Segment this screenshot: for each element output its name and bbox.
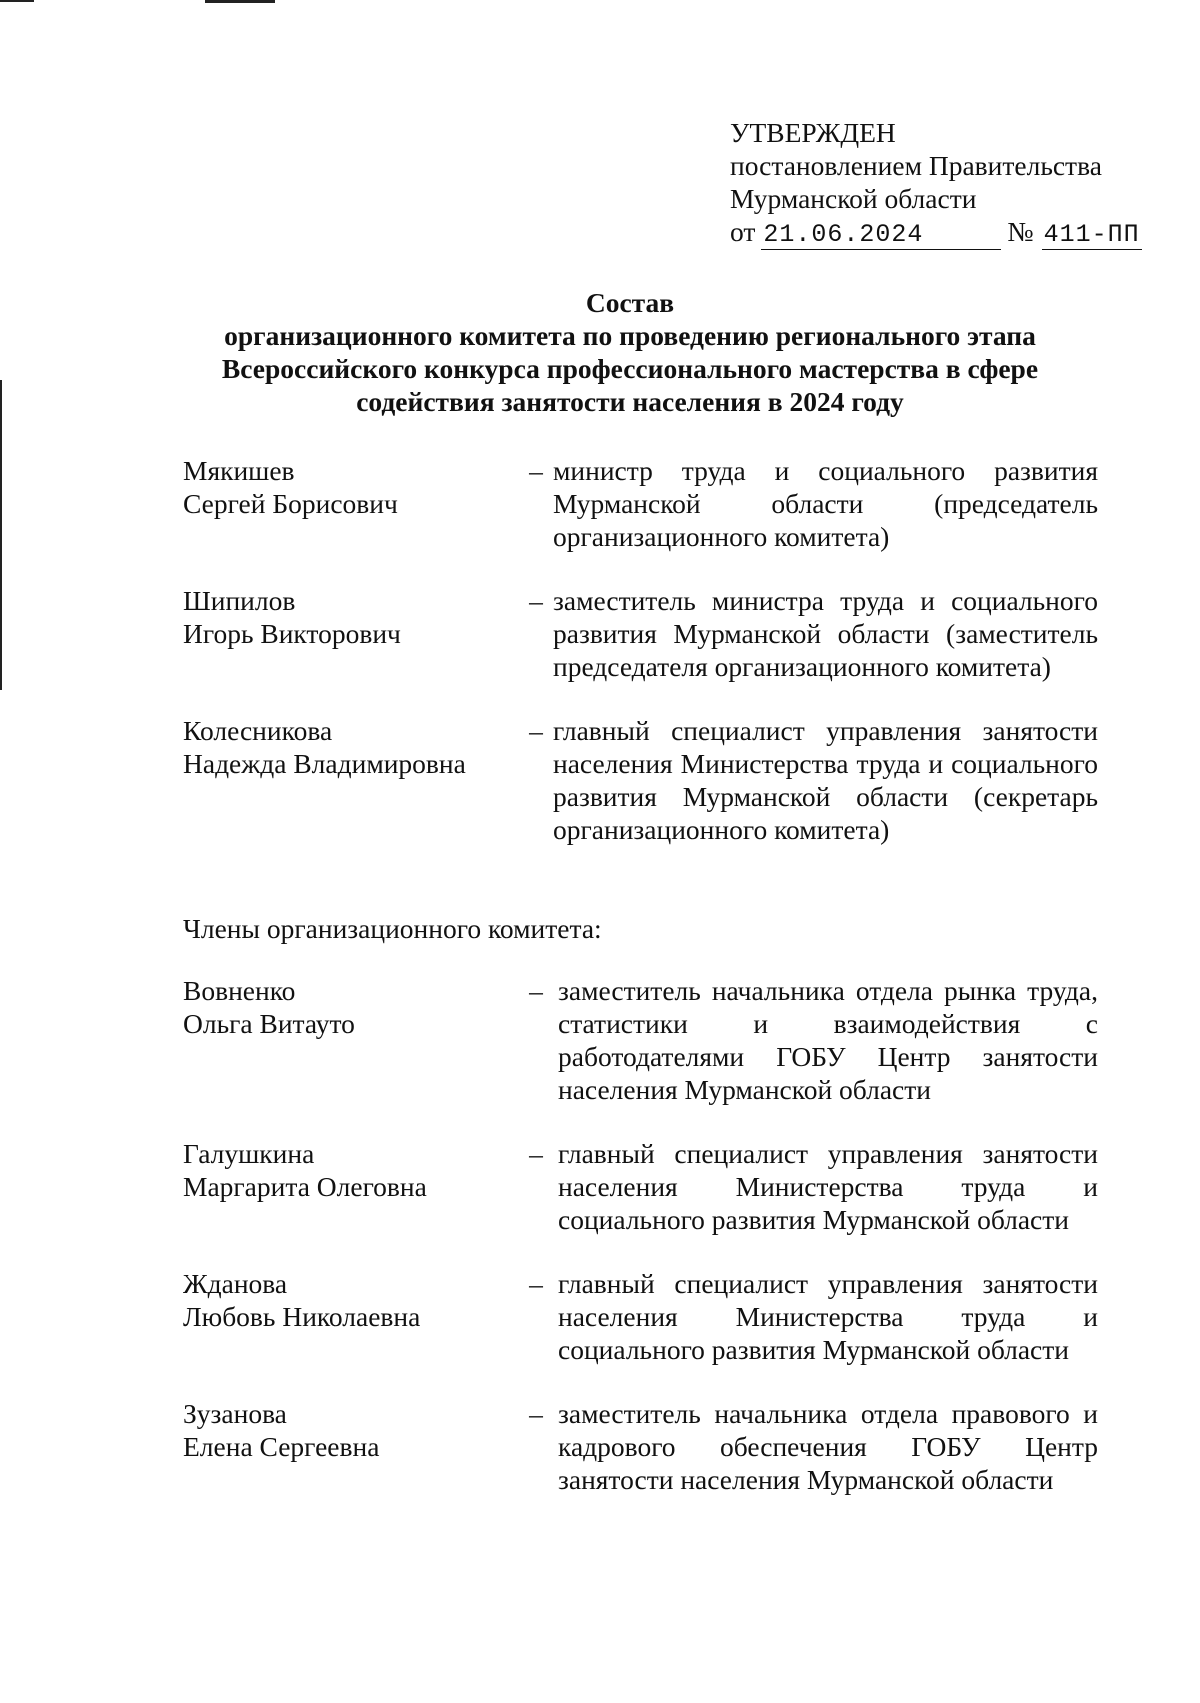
- person-role: главный специалист управления занятости населения Министерства труда и социального развития Мурманской области (секретарь организационного комитета): [553, 715, 1098, 845]
- title-line-2: Всероссийского конкурса профессионального мастерства в сфере: [221, 353, 1039, 384]
- person-surname: Колесникова: [183, 715, 333, 746]
- scan-edge-mark-top-left: [0, 0, 34, 2]
- person-surname: Галушкина: [183, 1138, 315, 1169]
- person-surname: Шипилов: [183, 585, 296, 616]
- person-name: [183, 1137, 513, 1203]
- date-prefix: от: [730, 216, 756, 247]
- approval-date-line: [730, 215, 1160, 250]
- person-name: [183, 584, 513, 650]
- separator-dash: –: [529, 975, 543, 1006]
- approval-line-2: Мурманской области: [730, 183, 977, 214]
- approval-line-1: постановлением Правительства: [730, 150, 1102, 181]
- person-given-name: Надежда Владимировна: [183, 748, 466, 779]
- person-name: [183, 454, 513, 520]
- approval-status: УТВЕРЖДЕН: [730, 117, 896, 148]
- person-surname: Жданова: [183, 1268, 288, 1299]
- number-value: 411-ПП: [1043, 220, 1140, 249]
- person-given-name: Игорь Викторович: [183, 618, 401, 649]
- separator-dash: –: [529, 1138, 543, 1169]
- scan-edge-mark-top: [205, 0, 275, 3]
- person-given-name: Сергей Борисович: [183, 488, 398, 519]
- date-value: 21.06.2024: [761, 221, 1001, 250]
- person-surname: Вовненко: [183, 975, 296, 1006]
- separator-dash: –: [529, 1398, 543, 1429]
- title-heading: Состав: [585, 287, 675, 318]
- person-role: заместитель начальника отдела правового и кадрового обеспечения ГОБУ Центр занятости населения Мурманской области: [558, 1398, 1098, 1495]
- person-role: главный специалист управления занятости населения Министерства труда и социального развития Мурманской области: [558, 1138, 1098, 1235]
- person-role: заместитель министра труда и социального развития Мурманской области (заместитель председателя организационного комитета): [553, 585, 1098, 682]
- person-role: главный специалист управления занятости населения Министерства труда и социального развития Мурманской области: [558, 1268, 1098, 1365]
- person-given-name: Елена Сергеевна: [183, 1431, 380, 1462]
- person-surname: Мякишев: [183, 455, 295, 486]
- title-line-1: организационного комитета по проведению регионального этапа: [224, 320, 1036, 351]
- person-name: [183, 1397, 513, 1463]
- scan-edge-mark-left: [0, 380, 2, 690]
- person-given-name: Маргарита Олеговна: [183, 1171, 427, 1202]
- person-role: заместитель начальника отдела рынка труда, статистики и взаимодействия с работодателями ГОБУ Центр занятости населения Мурманской области: [558, 975, 1098, 1105]
- person-given-name: Ольга Витауто: [183, 1008, 355, 1039]
- separator-dash: –: [529, 1268, 543, 1299]
- person-given-name: Любовь Николаевна: [183, 1301, 421, 1332]
- person-name: [183, 974, 513, 1040]
- separator-dash: –: [529, 455, 543, 486]
- person-name: [183, 714, 513, 780]
- approval-block: [730, 116, 1160, 250]
- separator-dash: –: [529, 715, 543, 746]
- separator-dash: –: [529, 585, 543, 616]
- members-heading: Члены организационного комитета:: [183, 913, 602, 944]
- person-role: министр труда и социального развития Мурманской области (председатель организационного комитета): [553, 455, 1098, 552]
- person-name: [183, 1267, 513, 1333]
- document-title: [190, 286, 1070, 418]
- title-line-3: содействия занятости населения в 2024 году: [356, 386, 904, 417]
- person-surname: Зузанова: [183, 1398, 287, 1429]
- number-label: №: [1007, 216, 1034, 247]
